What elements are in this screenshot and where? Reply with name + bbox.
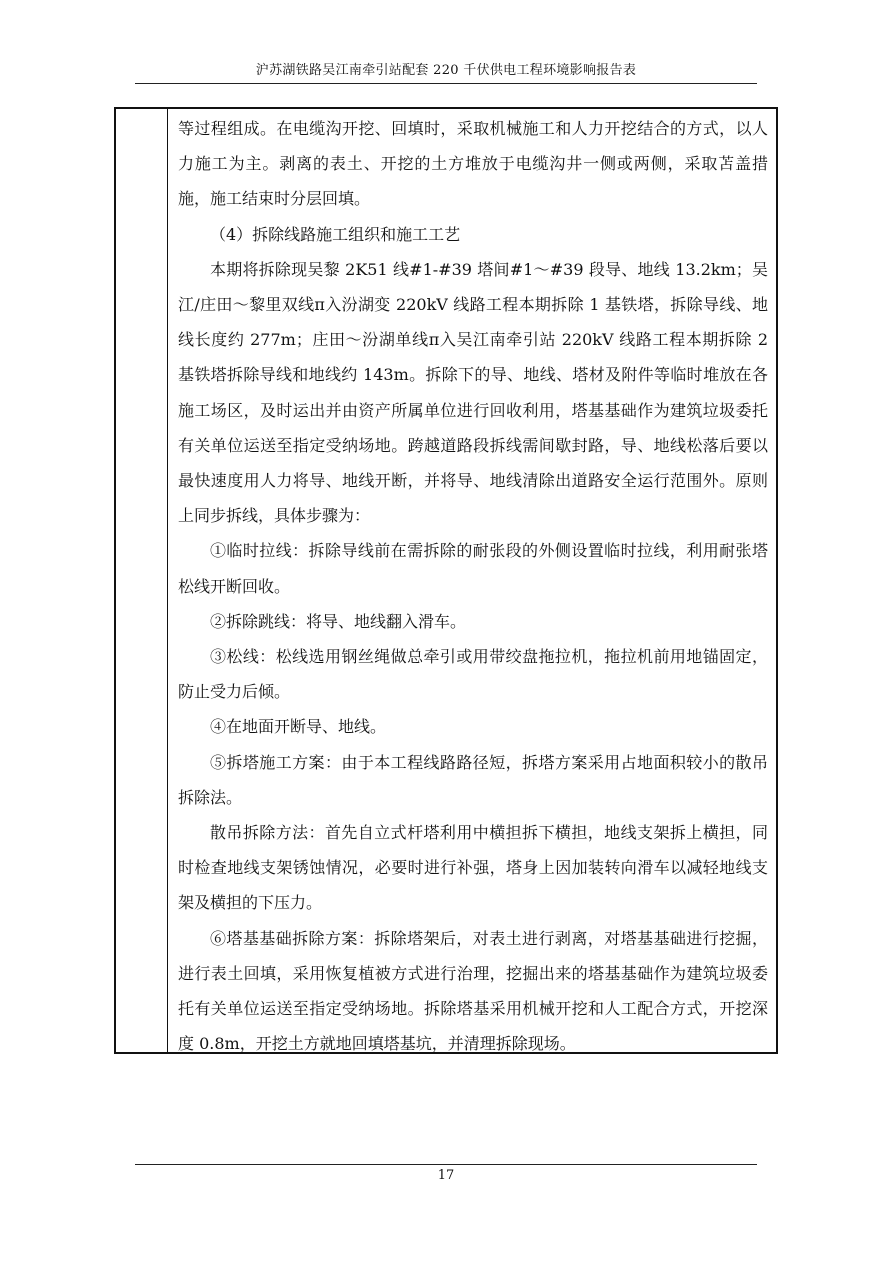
table-label-column (116, 109, 168, 1052)
paragraph-continuation: 等过程组成。在电缆沟开挖、回填时，采取机械施工和人力开挖结合的方式，以人力施工为主。剥离的表土、开挖的土方堆放于电缆沟井一侧或两侧，采取苫盖措施，施工结束时分层回填。 (178, 119, 768, 209)
step-remove-jumper: ②拆除跳线：将导、地线翻入滑车。 (210, 611, 467, 631)
step-tower-dismantling-plan: ⑤拆塔施工方案：由于本工程线路路径短，拆塔方案采用占地面积较小的散吊拆除法。 (178, 752, 768, 807)
header-divider (135, 83, 757, 84)
step-temporary-guy-wire: ①临时拉线：拆除导线前在需拆除的耐张段的外侧设置临时拉线，利用耐张塔松线开断回收。 (178, 541, 768, 596)
page-header-title: 沪苏湖铁路吴江南牵引站配套 220 千伏供电工程环境影响报告表 (255, 63, 637, 78)
content-table (114, 107, 778, 1054)
paragraph-demolition-scope: 本期将拆除现吴黎 2K51 线#1-#39 塔间#1～#39 段导、地线 13.2km；吴江/庄田～黎里双线π入汾湖变 220kV 线路工程本期拆除 1 基铁塔，拆除导线、地线长度约 277m；庄田～汾湖单线π入吴江南牵引站 220kV 线路工程本期拆除 2 基铁塔拆除导线和地线约 143m。拆除下的导、地线、塔材及附件等临时堆放在各施工场区，及时运出并由资产所属单位进行回收利用，塔基基础作为建筑垃圾委托有关单位运送至指定受纳场地。跨越道路段拆线需间歇封路，导、地线松落后要以最快速度用人力将导、地线开断，并将导、地线清除出道路安全运行范围外。原则上同步拆线，具体步骤为： (178, 259, 768, 526)
section-heading-demolition: （4）拆除线路施工组织和施工工艺 (210, 224, 461, 244)
table-text-cell (168, 109, 776, 1052)
page-number: 17 (437, 1168, 455, 1183)
paragraph-scattered-lifting-method: 散吊拆除方法：首先自立式杆塔利用中横担拆下横担，地线支架拆上横担，同时检查地线支架锈蚀情况，必要时进行补强，塔身上因加装转向滑车以减轻地线支架及横担的下压力。 (178, 823, 768, 913)
step-loosen-wire: ③松线：松线选用钢丝绳做总牵引或用带绞盘拖拉机，拖拉机前用地锚固定，防止受力后倾。 (178, 647, 768, 702)
footer-divider (135, 1164, 757, 1165)
step-foundation-removal-plan: ⑥塔基基础拆除方案：拆除塔架后，对表土进行剥离，对塔基基础进行挖掘，进行表土回填，采用恢复植被方式进行治理，挖掘出来的塔基基础作为建筑垃圾委托有关单位运送至指定受纳场地。拆除塔基采用机械开挖和人工配合方式，开挖深度 0.8m，开挖土方就地回填塔基坑，并清理拆除现场。 (178, 928, 768, 1054)
step-ground-cut: ④在地面开断导、地线。 (210, 717, 387, 737)
